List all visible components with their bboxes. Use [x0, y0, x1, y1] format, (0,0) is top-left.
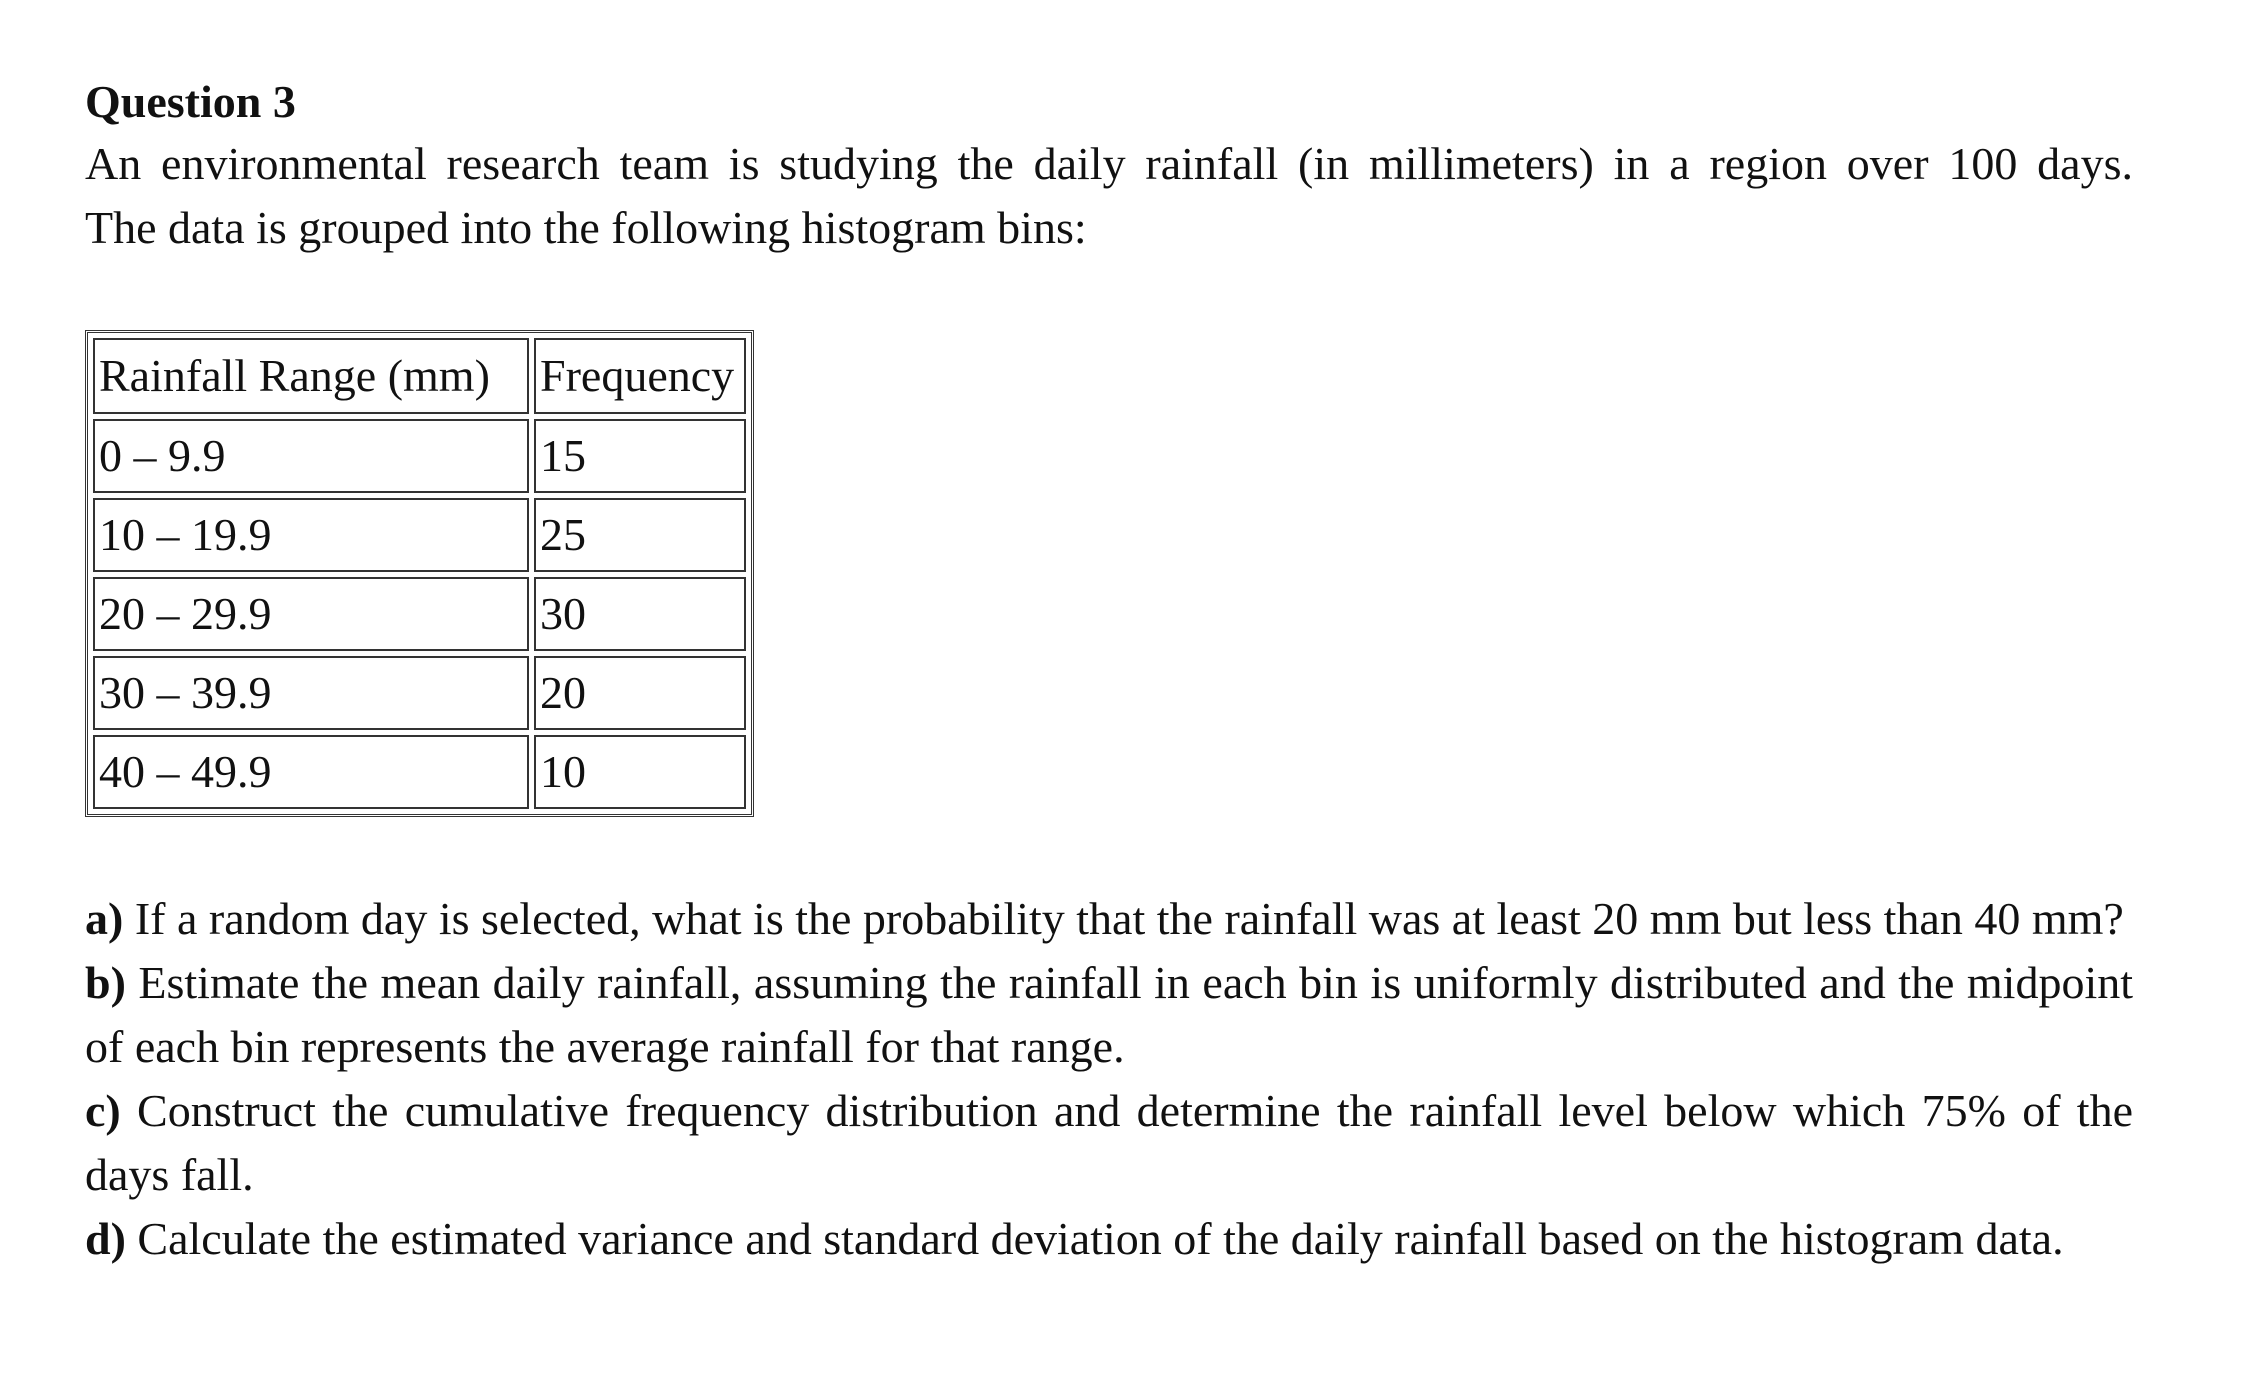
document-page — [85, 72, 2133, 1271]
cell-range: 20 – 29.9 — [93, 577, 529, 651]
question-title: Question 3 — [85, 76, 296, 127]
part-label: b) — [85, 957, 126, 1008]
part-label: c) — [85, 1085, 121, 1136]
intro-line-2: The data is grouped into the following histogram bins: — [85, 202, 1087, 253]
cell-frequency: 25 — [534, 498, 746, 572]
cell-range: 0 – 9.9 — [93, 419, 529, 493]
part-text: Estimate the mean daily rainfall, assuming the rainfall in each bin is uniformly distributed and the midpoint of each bin represents the average rainfall for that range. — [85, 957, 2134, 1072]
cell-frequency: 15 — [534, 419, 746, 493]
table-row — [93, 498, 746, 572]
question-intro — [85, 132, 2133, 260]
part-a — [85, 887, 2133, 951]
table-row — [93, 735, 746, 809]
table-row — [93, 577, 746, 651]
cell-frequency: 30 — [534, 577, 746, 651]
part-text: Calculate the estimated variance and standard deviation of the daily rainfall based on the histogram data. — [137, 1213, 2064, 1264]
header-frequency: Frequency — [534, 338, 746, 414]
part-label: a) — [85, 893, 124, 944]
rainfall-frequency-table — [85, 330, 754, 817]
part-c — [85, 1079, 2133, 1207]
cell-range: 30 – 39.9 — [93, 656, 529, 730]
cell-range: 10 – 19.9 — [93, 498, 529, 572]
part-text: Construct the cumulative frequency distribution and determine the rainfall level below which 75% of the days fall. — [85, 1085, 2134, 1200]
part-label: d) — [85, 1213, 126, 1264]
table-row — [93, 656, 746, 730]
header-rainfall-range: Rainfall Range (mm) — [93, 338, 529, 414]
question-parts — [85, 887, 2133, 1271]
table-header-row — [93, 338, 746, 414]
cell-frequency: 20 — [534, 656, 746, 730]
part-text: If a random day is selected, what is the probability that the rainfall was at least 20 mm but less than 40 mm? — [134, 893, 2124, 944]
table-row — [93, 419, 746, 493]
part-d — [85, 1207, 2133, 1271]
intro-line-1: An environmental research team is studying the daily rainfall (in millimeters) in a region over 100 days. — [85, 138, 2133, 189]
cell-range: 40 – 49.9 — [93, 735, 529, 809]
cell-frequency: 10 — [534, 735, 746, 809]
part-b — [85, 951, 2133, 1079]
